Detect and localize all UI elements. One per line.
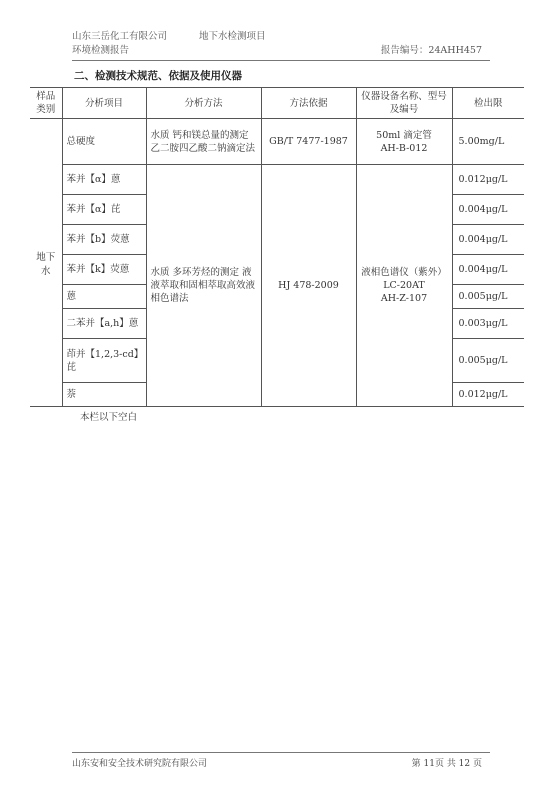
basis-cell: GB/T 7477-1987 — [261, 119, 356, 165]
page-number: 第 11页 共 12 页 — [411, 759, 482, 769]
table-row — [30, 165, 524, 195]
instrument-id: AH-Z-107 — [380, 293, 428, 304]
limit-cell: 5.00mg/L — [452, 119, 524, 165]
item-cell: 蒽 — [62, 285, 146, 309]
section-title: 二、检测技术规范、依据及使用仪器 — [74, 70, 242, 82]
instrument-cell — [356, 119, 452, 165]
item-cell: 茚并【1,2,3-cd】芘 — [62, 339, 146, 383]
project-name: 地下水检测项目 — [199, 31, 266, 42]
sample-type-cell: 地下水 — [30, 119, 62, 407]
limit-cell: 0.003μg/L — [452, 309, 524, 339]
basis-cell: HJ 478-2009 — [261, 165, 356, 407]
header-basis: 方法依据 — [261, 88, 356, 119]
page-footer — [72, 756, 482, 769]
limit-cell: 0.005μg/L — [452, 285, 524, 309]
limit-cell: 0.012μg/L — [452, 165, 524, 195]
instrument-name: 液相色谱仪（紫外） — [361, 267, 447, 278]
limit-cell: 0.004μg/L — [452, 255, 524, 285]
limit-cell: 0.012μg/L — [452, 383, 524, 407]
limit-cell: 0.004μg/L — [452, 195, 524, 225]
header-item: 分析项目 — [62, 88, 146, 119]
item-cell: 总硬度 — [62, 119, 146, 165]
header-sample-type: 样品类别 — [30, 88, 62, 119]
item-cell: 苯并【α】芘 — [62, 195, 146, 225]
limit-cell: 0.004μg/L — [452, 225, 524, 255]
instrument-model: LC-20AT — [383, 280, 425, 291]
detection-table — [30, 87, 524, 407]
instrument-cell — [356, 165, 452, 407]
document-type: 环境检测报告 — [72, 45, 130, 56]
item-cell: 苯并【α】蒽 — [62, 165, 146, 195]
header-limit: 检出限 — [452, 88, 524, 119]
report-header — [72, 30, 482, 58]
blank-below-note: 本栏以下空白 — [80, 412, 138, 423]
item-cell: 苯并【k】荧蒽 — [62, 255, 146, 285]
limit-cell: 0.005μg/L — [452, 339, 524, 383]
institute-name: 山东安和安全技术研究院有限公司 — [72, 759, 208, 769]
header-divider — [72, 60, 490, 61]
item-cell: 萘 — [62, 383, 146, 407]
item-cell: 二苯并【a,h】蒽 — [62, 309, 146, 339]
footer-divider — [72, 752, 490, 753]
company-name: 山东三岳化工有限公司 — [72, 31, 168, 42]
instrument-id: AH-B-012 — [380, 142, 428, 154]
item-cell: 苯并【b】荧蒽 — [62, 225, 146, 255]
method-cell: 水质 钙和镁总量的测定 乙二胺四乙酸二钠滴定法 — [146, 119, 261, 165]
header-method: 分析方法 — [146, 88, 261, 119]
table-row — [30, 119, 524, 165]
instrument-name: 50ml 滴定管 — [376, 129, 432, 141]
method-cell: 水质 多环芳烃的测定 液液萃取和固相萃取高效液相色谱法 — [146, 165, 261, 407]
report-number: 报告编号：24AHH457 — [380, 45, 482, 56]
header-instrument: 仪器设备名称、型号及编号 — [356, 88, 452, 119]
table-header-row — [30, 88, 524, 119]
